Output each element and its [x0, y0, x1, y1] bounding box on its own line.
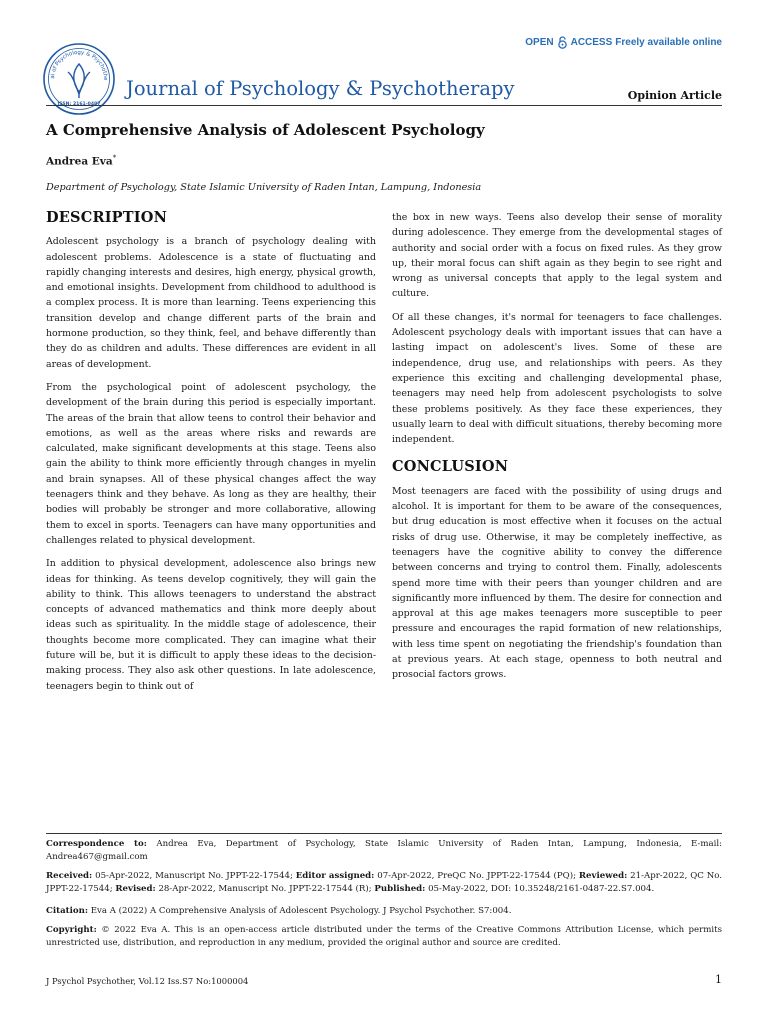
correspondence-note	[46, 838, 722, 864]
paragraph-3-start: In addition to physical development, adolescence also brings new ideas for thinking. As teens develop cognitively, they will gain the ability to think. This allows teenagers to understand the abstract concepts of advanced mathematics and think more deeply about ideas such as spirituality. In the middle stage of adolescence, their thoughts become more complicated. They can imagine what their future will be, but it is difficult to apply these ideas to the decision-making process. They also ask other questions. In late adolescence, teenagers begin to think out of	[46, 558, 376, 692]
author-line	[46, 154, 116, 168]
corr-text: Andrea Eva, Department of Psychology, State Islamic University of Raden Intan, Lampung, Indonesia, E-mail: Andrea467@gmail.com	[46, 839, 722, 862]
revised-label: Revised:	[115, 884, 156, 894]
published-label: Published:	[374, 884, 426, 894]
freely-available-label: Freely available online	[615, 37, 722, 48]
citation-text: Eva A (2022) A Comprehensive Analysis of Adolescent Psychology. J Psychol Psychother. S7:004.	[90, 906, 512, 916]
journal-reference: J Psychol Psychother, Vol.12 Iss.S7 No:1000004	[46, 976, 249, 986]
copyright-label: Copyright:	[46, 925, 97, 935]
left-column	[46, 210, 376, 702]
conclusion-heading: CONCLUSION	[392, 458, 509, 476]
page-number: 1	[715, 973, 722, 986]
paragraph-2: From the psychological point of adolescent psychology, the development of the brain during this period is especially important. The areas of the brain that allow teens to control their behavior and emotions, as well as the areas where risks and rewards are calculated, make significant developments at this stage. Teens also gain the ability to think more efficiently through changes in myelin and brain synapses. All of these physical changes affect the way teenagers think and they behave. As long as they are healthy, their bodies will probably be stronger and more collaborative, allowing them to excel in sports. Teenagers can have many opportunities and challenges related to physical development.	[46, 381, 376, 546]
revised-text: 28-Apr-2022, Manuscript No. JPPT-22-17544 (R);	[158, 884, 372, 894]
footer-divider	[46, 833, 722, 834]
svg-text:Journal of Psychology & Psycho	[42, 42, 108, 81]
access-label: ACCESS	[570, 37, 613, 48]
affiliation: Department of Psychology, State Islamic University of Raden Intan, Lampung, Indonesia	[46, 182, 482, 193]
corr-label: Correspondence to:	[46, 839, 147, 849]
logo-arc-text: al of Psychology & Psychothe	[49, 49, 109, 81]
paragraph-4: Of all these changes, it's normal for teenagers to face challenges. Adolescent psychology deals with important issues that can have a lasting impact on adolescent's lives. Some of these are independence, drug use, and relationships with peers. As they experience this exciting and challenging developmental phase, teenagers may need help from adolescent psychologists to solve these problems positively. As they face these experiences, they usually learn to deal with difficult situations, thereby becoming more independent.	[392, 311, 722, 446]
received-label: Received:	[46, 871, 93, 881]
paragraph-3-end: the box in new ways. Teens also develop their sense of morality during adolescence. They emerge from the developmental stages of authority and social order with a focus on fixed rules. As they grow up, their moral focus can shift again as they begin to see right and wrong as universal concepts that apply to the legal system and culture.	[392, 212, 722, 300]
author-mark: *	[112, 154, 117, 162]
copyright-note	[46, 924, 722, 950]
copyright-text: © 2022 Eva A. This is an open-access article distributed under the terms of the Creative Commons Attribution License, which permits unrestricted use, distribution, and reproduction in any medium, provided the original author and source are credited.	[46, 925, 723, 948]
dates-note	[46, 870, 722, 896]
open-label: OPEN	[525, 37, 554, 48]
right-column	[392, 210, 722, 691]
paragraph-1: Adolescent psychology is a branch of psychology dealing with adolescent problems. Adolescence is a state of fluctuating and rapidly changing interests and desires, high energy, physical growth, and emotional insights. Development from childhood to adulthood is a complex process. It is more than learning. Teens experiencing this transition develop and change different parts of the brain and hormone production, so they think, feel, and behave differently than they do as children and adults. These differences are evident in all areas of development.	[46, 236, 376, 370]
description-heading: DESCRIPTION	[46, 209, 168, 226]
paragraph-5: Most teenagers are faced with the possibility of using drugs and alcohol. It is important for them to be aware of the consequences, but drug education is most effective when it focuses on the actual risks of drug use. Otherwise, it may be completely ineffective, as teenagers have the cognitive ability to convey the difference between concerns and trying to control them. Finally, adolescents spend more time with their peers than younger children and are significantly more influenced by them. The desire for connection and approval at this age makes teenagers more susceptible to peer pressure and encourages the rapid formation of new relationships, with less time spent on negotiating the friendship's foundation than at previous years. At each stage, openness to both neutral and prosocial factors grows.	[392, 485, 722, 681]
citation-note	[46, 905, 722, 918]
reviewed-label: Reviewed:	[578, 871, 628, 881]
received-text: 05-Apr-2022, Manuscript No. JPPT-22-17544;	[95, 871, 293, 881]
author-name: Andrea Eva	[46, 155, 113, 168]
paper-title: A Comprehensive Analysis of Adolescent Psychology	[46, 121, 485, 139]
journal-title: Journal of Psychology & Psychotherapy	[126, 77, 515, 100]
logo-issn: ISSN: 2161-0487	[57, 102, 101, 107]
open-lock-icon	[557, 36, 568, 49]
editor-text: 07-Apr-2022, PreQC No. JPPT-22-17544 (PQ);	[377, 871, 576, 881]
citation-label: Citation:	[46, 906, 89, 916]
editor-label: Editor assigned:	[295, 871, 375, 881]
open-access-badge	[525, 36, 722, 49]
article-type: Opinion Article	[627, 89, 722, 102]
header-divider	[46, 105, 722, 106]
reviewed-text: 21-Apr-2022, QC No. JPPT-22-17544;	[46, 871, 722, 894]
published-text: 05-May-2022, DOI: 10.35248/2161-0487-22.S7.004.	[428, 884, 655, 894]
